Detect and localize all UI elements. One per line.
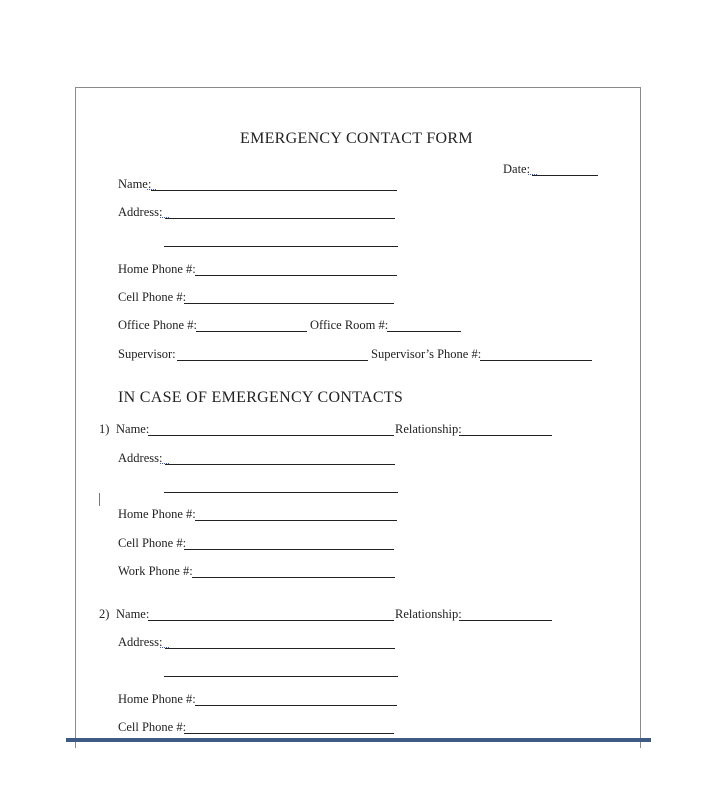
address-field-line-1[interactable] xyxy=(165,218,395,219)
contact-2-number: 2) xyxy=(99,607,110,621)
contact-2-relationship-label: Relationship: xyxy=(395,607,462,621)
address-field-line-2[interactable] xyxy=(164,246,398,247)
contact-1-address-line-2[interactable] xyxy=(164,492,398,493)
cell-phone-label: Cell Phone #: xyxy=(118,290,187,304)
contact-1-home-phone-label: Home Phone #: xyxy=(118,507,196,521)
supervisor-label: Supervisor: xyxy=(118,347,176,361)
contact-2-home-phone-label: Home Phone #: xyxy=(118,692,196,706)
contact-1-cell-phone-field[interactable] xyxy=(184,549,394,550)
office-phone-label: Office Phone #: xyxy=(118,318,197,332)
contact-1-relationship-label: Relationship: xyxy=(395,422,462,436)
form-title: EMERGENCY CONTACT FORM xyxy=(240,130,473,147)
contact-2-name-field[interactable] xyxy=(148,620,394,621)
contact-1-name-field[interactable] xyxy=(148,435,394,436)
contact-1-home-phone-field[interactable] xyxy=(195,520,397,521)
home-phone-label: Home Phone #: xyxy=(118,262,196,276)
contact-2-address-line-1[interactable] xyxy=(165,648,395,649)
contact-2-name-label: Name: xyxy=(116,607,150,621)
contact-1-number: 1) xyxy=(99,422,110,436)
page-bottom-rule xyxy=(66,738,651,742)
name-label: Name: xyxy=(118,177,152,191)
contact-2-home-phone-field[interactable] xyxy=(195,705,397,706)
date-label: Date: xyxy=(503,162,531,176)
contact-2-address-label: Address: xyxy=(118,635,163,649)
office-room-label: Office Room #: xyxy=(310,318,389,332)
contact-1-relationship-field[interactable] xyxy=(459,435,552,436)
supervisor-phone-label: Supervisor’s Phone #: xyxy=(371,347,482,361)
date-field[interactable] xyxy=(532,175,598,176)
contact-1-address-label: Address: xyxy=(118,451,163,465)
contact-2-address-line-2[interactable] xyxy=(164,676,398,677)
office-room-field[interactable] xyxy=(387,331,461,332)
contact-1-cell-phone-label: Cell Phone #: xyxy=(118,536,187,550)
contact-1-address-line-1[interactable] xyxy=(165,464,395,465)
contact-1-name-label: Name: xyxy=(116,422,150,436)
home-phone-field[interactable] xyxy=(195,275,397,276)
contact-1-work-phone-label: Work Phone #: xyxy=(118,564,193,578)
supervisor-phone-field[interactable] xyxy=(480,360,592,361)
cell-phone-field[interactable] xyxy=(184,303,394,304)
office-phone-field[interactable] xyxy=(196,331,307,332)
supervisor-field[interactable] xyxy=(177,360,368,361)
contact-2-cell-phone-field[interactable] xyxy=(184,733,394,734)
contact-2-cell-phone-label: Cell Phone #: xyxy=(118,720,187,734)
name-field[interactable] xyxy=(151,190,397,191)
emergency-heading: IN CASE OF EMERGENCY CONTACTS xyxy=(118,389,404,406)
contact-2-relationship-field[interactable] xyxy=(459,620,552,621)
address-label: Address: xyxy=(118,205,163,219)
contact-1-work-phone-field[interactable] xyxy=(192,577,395,578)
text-cursor xyxy=(99,493,100,506)
